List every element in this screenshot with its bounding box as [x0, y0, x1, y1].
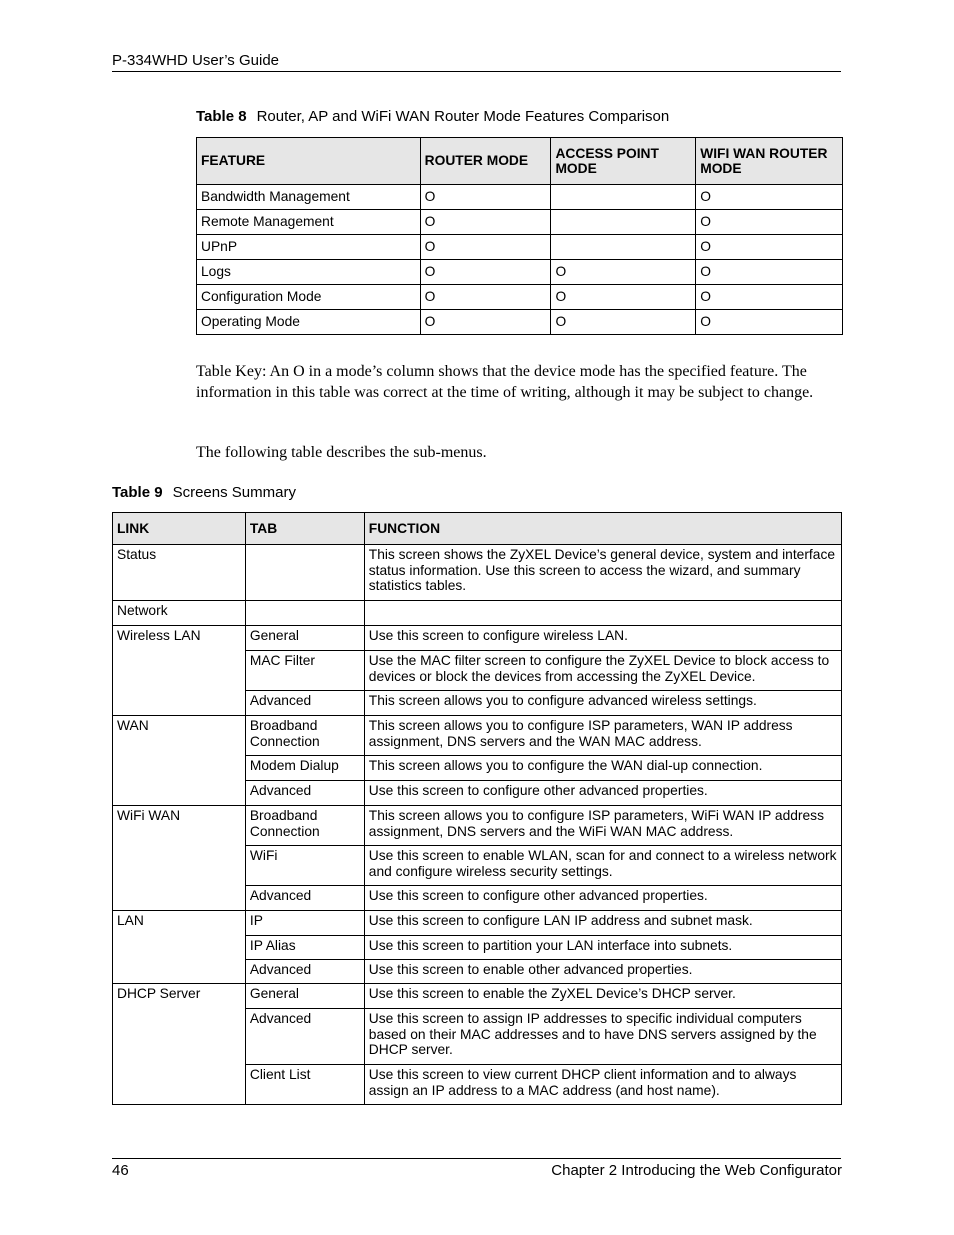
router-mode-cell: O [420, 210, 551, 235]
wifi-wan-router-mode-cell: O [696, 235, 843, 260]
table-row [197, 235, 843, 260]
table8-caption-text: Router, AP and WiFi WAN Router Mode Features Comparison [256, 108, 670, 125]
function-cell [364, 601, 841, 626]
function-cell: Use this screen to configure other advanced properties. [364, 886, 841, 911]
intro-paragraph: The following table describes the sub-menus. [196, 444, 487, 461]
table8-caption [196, 108, 669, 125]
function-cell: Use the MAC filter screen to configure the ZyXEL Device to block access to devices or block the devices from accessing the ZyXEL Device. [364, 651, 841, 691]
tab-cell: General [245, 984, 364, 1009]
table9-label: Table 9 [112, 484, 163, 501]
link-cell: WiFi WAN [113, 806, 246, 911]
table-row [113, 545, 842, 601]
function-cell: Use this screen to assign IP addresses to specific individual computers based on their MAC addresses and to have DNS servers assigned by the DHCP server. [364, 1009, 841, 1065]
table9-caption-text: Screens Summary [172, 484, 296, 501]
tab-cell: Advanced [245, 960, 364, 984]
access-point-mode-cell: O [551, 310, 696, 335]
wifi-wan-router-mode-cell: O [696, 210, 843, 235]
function-cell: Use this screen to enable the ZyXEL Device’s DHCP server. [364, 984, 841, 1009]
table8-label: Table 8 [196, 108, 247, 125]
table-row [113, 716, 842, 756]
function-cell: This screen allows you to configure ISP parameters, WAN IP address assignment, DNS servers and the WAN MAC address. [364, 716, 841, 756]
wifi-wan-router-mode-cell: O [696, 285, 843, 310]
tab-cell: MAC Filter [245, 651, 364, 691]
tab-cell: Modem Dialup [245, 756, 364, 781]
function-cell: Use this screen to enable WLAN, scan for and connect to a wireless network and configure wireless security settings. [364, 846, 841, 886]
feature-cell: Remote Management [197, 210, 421, 235]
router-mode-cell: O [420, 285, 551, 310]
table-header-row [197, 138, 843, 185]
function-cell: This screen allows you to configure the WAN dial-up connection. [364, 756, 841, 781]
header-rule [112, 71, 841, 72]
link-cell: Wireless LAN [113, 626, 246, 716]
router-mode-cell: O [420, 310, 551, 335]
tab-cell: WiFi [245, 846, 364, 886]
table-row [197, 210, 843, 235]
tab-cell [245, 545, 364, 601]
column-header: FUNCTION [364, 513, 841, 545]
wifi-wan-router-mode-cell: O [696, 310, 843, 335]
page-number: 46 [112, 1162, 129, 1179]
function-cell: Use this screen to partition your LAN interface into subnets. [364, 936, 841, 960]
table-row [197, 185, 843, 210]
function-cell: This screen allows you to configure advanced wireless settings. [364, 691, 841, 716]
access-point-mode-cell: O [551, 285, 696, 310]
link-cell: LAN [113, 911, 246, 984]
access-point-mode-cell [551, 235, 696, 260]
access-point-mode-cell [551, 185, 696, 210]
column-header: WIFI WAN ROUTER MODE [696, 138, 843, 185]
table9-caption [112, 484, 296, 501]
tab-cell: Broadband Connection [245, 806, 364, 846]
link-cell: DHCP Server [113, 984, 246, 1105]
table-header-row [113, 513, 842, 545]
features-comparison-table [196, 137, 843, 335]
link-cell: Network [113, 601, 246, 626]
page-header: P-334WHD User’s Guide [112, 52, 279, 69]
function-cell: This screen shows the ZyXEL Device’s general device, system and interface status information. Use this screen to access the wizard, and summary statistics tables. [364, 545, 841, 601]
access-point-mode-cell [551, 210, 696, 235]
router-mode-cell: O [420, 260, 551, 285]
table-row [113, 984, 842, 1009]
column-header: ROUTER MODE [420, 138, 551, 185]
access-point-mode-cell: O [551, 260, 696, 285]
table-row [197, 285, 843, 310]
tab-cell: Client List [245, 1065, 364, 1105]
table-row [113, 626, 842, 651]
tab-cell: Advanced [245, 781, 364, 806]
table-key-paragraph: Table Key: An O in a mode’s column shows that the device mode has the specified feature. The information in this table was correct at the time of writing, although it may be subject to change. [196, 363, 814, 401]
function-cell: Use this screen to enable other advanced properties. [364, 960, 841, 984]
tab-cell [245, 601, 364, 626]
tab-cell: IP Alias [245, 936, 364, 960]
chapter-title: Chapter 2 Introducing the Web Configurator [551, 1162, 842, 1179]
link-cell: WAN [113, 716, 246, 806]
tab-cell: Advanced [245, 886, 364, 911]
screens-summary-table [112, 512, 842, 1105]
feature-cell: Bandwidth Management [197, 185, 421, 210]
table-row [113, 806, 842, 846]
function-cell: Use this screen to configure other advanced properties. [364, 781, 841, 806]
column-header: ACCESS POINT MODE [551, 138, 696, 185]
wifi-wan-router-mode-cell: O [696, 185, 843, 210]
column-header: FEATURE [197, 138, 421, 185]
feature-cell: Operating Mode [197, 310, 421, 335]
feature-cell: Configuration Mode [197, 285, 421, 310]
link-cell: Status [113, 545, 246, 601]
function-cell: This screen allows you to configure ISP parameters, WiFi WAN IP address assignment, DNS servers and the WiFi WAN MAC address. [364, 806, 841, 846]
column-header: TAB [245, 513, 364, 545]
function-cell: Use this screen to view current DHCP client information and to always assign an IP address to a MAC address (and host name). [364, 1065, 841, 1105]
tab-cell: Advanced [245, 691, 364, 716]
tab-cell: IP [245, 911, 364, 936]
tab-cell: General [245, 626, 364, 651]
tab-cell: Broadband Connection [245, 716, 364, 756]
column-header: LINK [113, 513, 246, 545]
footer-rule [112, 1158, 841, 1159]
function-cell: Use this screen to configure wireless LAN. [364, 626, 841, 651]
tab-cell: Advanced [245, 1009, 364, 1065]
table-row [197, 260, 843, 285]
wifi-wan-router-mode-cell: O [696, 260, 843, 285]
router-mode-cell: O [420, 235, 551, 260]
router-mode-cell: O [420, 185, 551, 210]
table-row [113, 911, 842, 936]
function-cell: Use this screen to configure LAN IP address and subnet mask. [364, 911, 841, 936]
table-row [113, 601, 842, 626]
table-row [197, 310, 843, 335]
feature-cell: Logs [197, 260, 421, 285]
feature-cell: UPnP [197, 235, 421, 260]
